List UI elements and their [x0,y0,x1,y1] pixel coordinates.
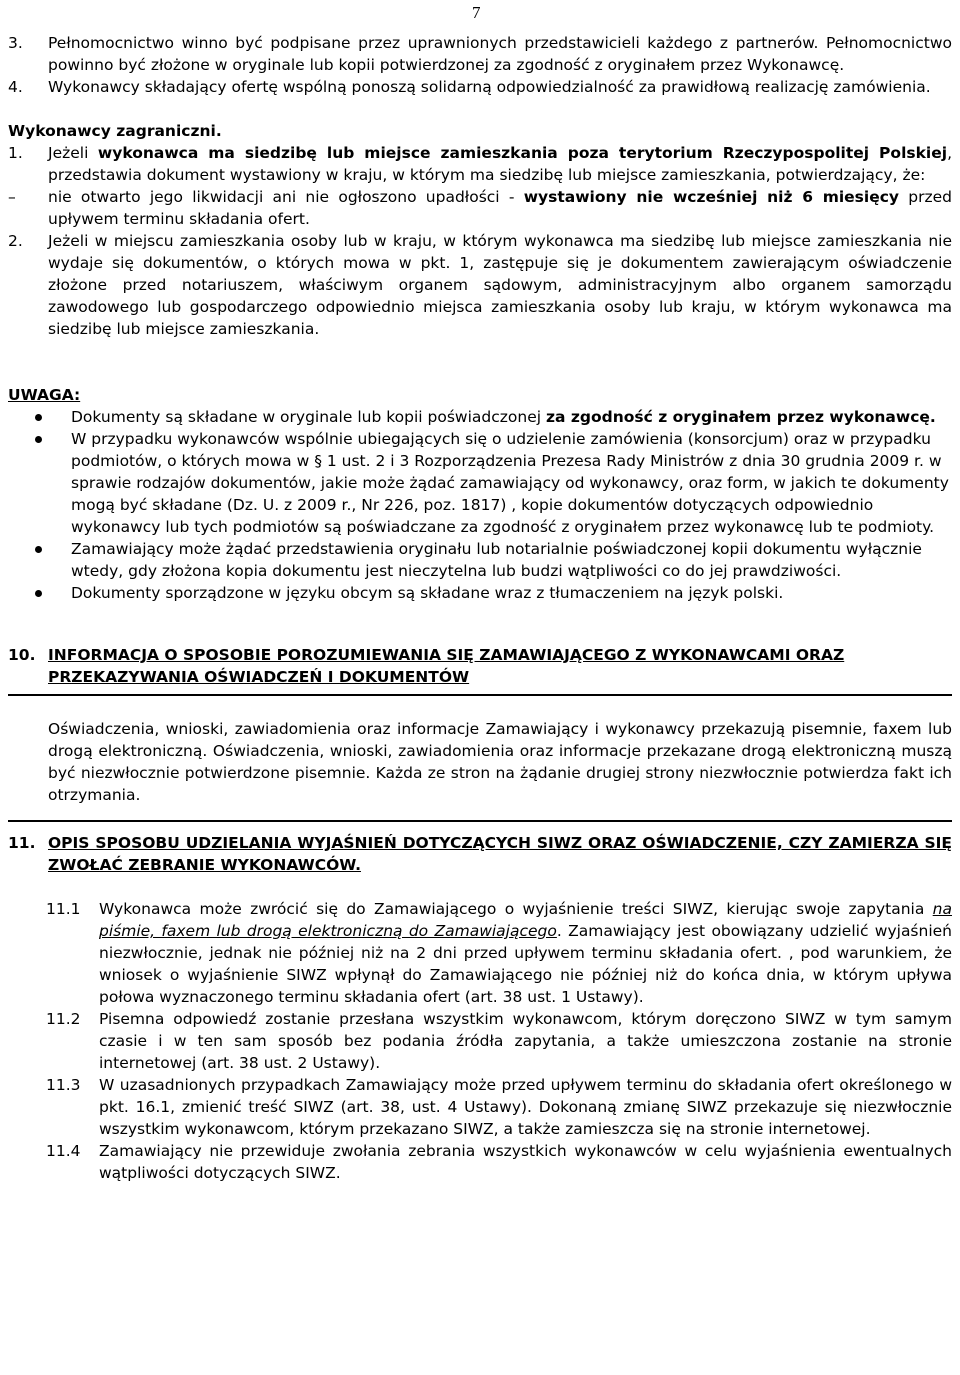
foreign-dash-item [8,186,952,230]
list-item-3 [8,32,952,76]
bullet-text: Dokumenty są składane w oryginale lub kopii poświadczonej za zgodność z oryginałem przez wykonawcę. [71,408,936,426]
section-number: 10. [8,646,36,664]
list-text: Wykonawcy składający ofertę wspólną ponoszą solidarną odpowiedzialność za prawidłową realizację zamówienia. [48,78,931,96]
list-number: 3. [8,34,23,52]
dash-marker: – [8,188,16,206]
section-number: 11. [8,834,36,852]
list-item-4 [8,76,952,98]
section-title: INFORMACJA O SPOSOBIE POROZUMIEWANIA SIĘ ZAMAWIAJĄCEGO Z WYKONAWCAMI ORAZ PRZEKAZYWANIA OŚWIADCZEŃ I DOKUMENTÓW [48,646,845,686]
document-body [8,32,952,1184]
foreign-heading: Wykonawcy zagraniczni. [8,122,222,140]
uwaga-heading: UWAGA: [8,386,81,404]
subsection-text: Pisemna odpowiedź zostanie przesłana wszystkim wykonawcom, którym doręczono SIWZ w tym samym czasie i w ten sam sposób bez podania źródła zapytania, a także umieszczona zostanie na stronie internetowej (art. 38 ust. 2 Ustawy). [99,1010,952,1072]
page-number: 7 [472,3,481,22]
uwaga-bullet-2 [8,428,952,538]
foreign-item-2-text: Jeżeli w miejscu zamieszkania osoby lub w kraju, w którym wykonawca ma siedzibę lub miejsce zamieszkania nie wydaje się dokumentów, o których mowa w pkt. 1, zastępuje się je dokumentem zawierającym oświadczenie złożone przed notariuszem, właściwym organem sądowym, administracyjnym albo organem samorządu zawodowego lub gospodarczego odpowiednio miejsca zamieszkania osoby lub kraju, w którym wykonawca ma siedzibę lub miejsce zamieszkania. [48,232,952,338]
list-text: Pełnomocnictwo winno być podpisane przez uprawnionych przedstawicieli każdego z partnerów. Pełnomocnictwo powinno być złożone w oryginale lub kopii potwierdzonej za zgodność z oryginałem przez Wykonawcę. [48,34,952,74]
subsection-number: 11.3 [46,1076,81,1094]
subsection-text: W uzasadnionych przypadkach Zamawiający może przed upływem terminu do składania ofert określonego w pkt. 16.1, zmienić treść SIWZ (art. 38, ust. 4 Ustawy). Dokonaną zmianę SIWZ przekazuje się niezwłocznie wszystkim wykonawcom, którym przekazano SIWZ, a także zamieszcza się na stronie internetowej. [99,1076,952,1138]
section-10-heading [8,644,952,688]
bullet-icon [8,538,71,582]
list-number: 2. [8,232,23,250]
section-11-heading [8,832,952,876]
subsection-text: Wykonawca może zwrócić się do Zamawiającego o wyjaśnienie treści SIWZ, kierując swoje zapytania na piśmie, faxem lub drogą elektroniczną do Zamawiającego. Zamawiający jest obowiązany udzielić wyjaśnień niezwłocznie, jednak nie później niż na 2 dni przed upływem terminu składania ofert. , pod warunkiem, że wniosek o wyjaśnienie SIWZ wpłynął do Zamawiającego nie później niż do końca dnia, w którym upływa połowa wyznaczonego terminu składania ofert (art. 38 ust. 1 Ustawy). [99,900,953,1006]
bullet-icon [8,428,71,538]
subsection-text: Zamawiający nie przewiduje zwołania zebrania wszystkich wykonawców w celu wyjaśnienia ewentualnych wątpliwości dotyczących SIWZ. [99,1142,952,1182]
bullet-text: Zamawiający może żądać przedstawienia oryginału lub notarialnie poświadczonej kopii dokumentu wyłącznie wtedy, gdy złożona kopia dokumentu jest nieczytelna lub budzi wątpliwości co do jej prawdziwości. [71,540,922,580]
dash-text: nie otwarto jego likwidacji ani nie ogłoszono upadłości - wystawiony nie wcześniej niż 6 miesięcy przed upływem terminu składania ofert. [48,188,952,228]
section-divider [8,820,952,822]
uwaga-bullet-3 [8,538,952,582]
subsection-number: 11.4 [46,1142,81,1160]
subsection-number: 11.1 [46,900,81,918]
list-number: 1. [8,144,23,162]
subsection-11-2 [46,1008,952,1074]
bullet-icon [8,582,71,604]
list-number: 4. [8,78,23,96]
section-10-text: Oświadczenia, wnioski, zawiadomienia oraz informacje Zamawiający i wykonawcy przekazują pisemnie, faxem lub drogą elektroniczną. Oświadczenia, wnioski, zawiadomienia oraz informacje przekazane drogą elektroniczną muszą być niezwłocznie potwierdzone pisemnie. Każda ze stron na żądanie drugiej strony niezwłocznie potwierdza fakt ich otrzymania. [48,720,952,804]
bullet-text: W przypadku wykonawców wspólnie ubiegających się o udzielenie zamówienia (konsorcjum) oraz w przypadku podmiotów, o których mowa w § 1 ust. 2 i 3 Rozporządzenia Prezesa Rady Ministrów z dnia 30 grudnia 2009 r. w sprawie rodzajów dokumentów, jakie może żądać zamawiający od wykonawcy, oraz form, w jakich te dokumenty mogą być składane (Dz. U. z 2009 r., Nr 226, poz. 1817) , kopie dokumentów dotyczących odpowiednio wykonawcy lub tych podmiotów są poświadczane za zgodność z oryginałem przez wykonawcę lub te podmioty. [71,430,949,536]
section-title: OPIS SPOSOBU UDZIELANIA WYJAŚNIEŃ DOTYCZĄCYCH SIWZ ORAZ OŚWIADCZENIE, CZY ZAMIERZA SIĘ ZWOŁAĆ ZEBRANIE WYKONAWCÓW. [48,834,952,874]
bullet-icon [8,406,71,428]
uwaga-bullet-4 [8,582,952,604]
section-divider [8,694,952,696]
subsection-11-3 [46,1074,952,1140]
foreign-item-1-text: Jeżeli wykonawca ma siedzibę lub miejsce zamieszkania poza terytorium Rzeczypospolitej Polskiej, przedstawia dokument wystawiony w kraju, w którym ma siedzibę lub miejsce zamieszkania, potwierdzający, że: [48,144,952,184]
subsection-11-4 [46,1140,952,1184]
subsection-number: 11.2 [46,1010,81,1028]
uwaga-bullet-1 [8,406,952,428]
bullet-text: Dokumenty sporządzone w języku obcym są składane wraz z tłumaczeniem na język polski. [71,584,784,602]
foreign-item-1 [8,142,952,186]
foreign-item-2 [8,230,952,340]
subsection-11-1 [46,898,952,1008]
